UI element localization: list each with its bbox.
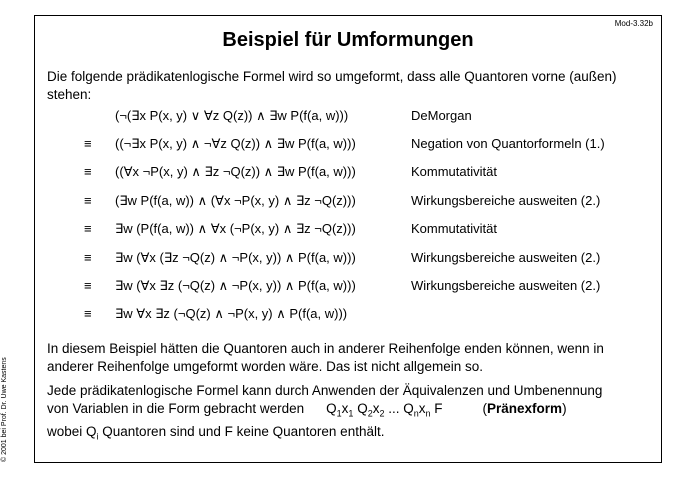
step-row xyxy=(35,221,663,241)
intro-paragraph: Die folgende prädikatenlogische Formel wird so umgeformt, dass alle Quantoren vorne (außen) stehen: xyxy=(47,69,617,102)
prenex-label-text: Pränexform xyxy=(487,401,563,416)
step-formula: (∃w P(f(a, w)) ∧ (∀x ¬P(x, y) ∧ ∃z ¬Q(z))) xyxy=(115,193,356,208)
step-row xyxy=(35,193,663,213)
step-reason: Kommutativität xyxy=(411,221,497,236)
step-row xyxy=(35,136,663,156)
step-formula: ∃w (∀x (∃z ¬Q(z) ∧ ¬P(x, y)) ∧ P(f(a, w))) xyxy=(115,250,356,265)
prenex-label-open: ( xyxy=(482,401,488,416)
step-formula: ∃w (P(f(a, w)) ∧ ∀x (¬P(x, y) ∧ ∃z ¬Q(z))) xyxy=(115,221,356,236)
step-equivalence: ≡ xyxy=(84,164,92,179)
step-equivalence: ≡ xyxy=(84,221,92,236)
slide xyxy=(34,15,662,463)
step-reason: Kommutativität xyxy=(411,164,497,179)
prenex-part: x xyxy=(372,401,380,416)
prenex-line-3-a: wobei Q xyxy=(47,423,97,439)
step-row xyxy=(35,250,663,270)
prenex-sub: n xyxy=(425,408,431,419)
prenex-sub: 2 xyxy=(379,408,385,419)
prenex-line-2-text: von Variablen in die Form gebracht werden xyxy=(47,401,305,416)
step-equivalence: ≡ xyxy=(84,250,92,265)
slide-id: Mod-3.32b xyxy=(614,19,653,28)
remark-paragraph: In diesem Beispiel hätten die Quantoren auch in anderer Reihenfolge enden können, wenn in anderer Reihenfolge umgeformt worden wäre. Das ist nicht allgemein so. xyxy=(47,341,604,374)
page-title: Beispiel für Umformungen xyxy=(222,29,474,51)
step-formula: ∃w ∀x ∃z (¬Q(z) ∧ ¬P(x, y) ∧ P(f(a, w))) xyxy=(115,306,348,321)
prenex-line-3 xyxy=(47,423,653,446)
prenex-sub: 2 xyxy=(367,408,373,419)
step-formula: ((∀x ¬P(x, y) ∧ ∃z ¬Q(z)) ∧ ∃w P(f(a, w))) xyxy=(115,164,356,179)
prenex-label xyxy=(483,400,567,418)
step-formula: ∃w (∀x ∃z (¬Q(z) ∧ ¬P(x, y)) ∧ P(f(a, w))) xyxy=(115,278,356,293)
step-reason: Wirkungsbereiche ausweiten (2.) xyxy=(411,250,601,265)
prenex-part: x xyxy=(418,401,426,416)
prenex-part: Q xyxy=(326,401,337,416)
step-equivalence: ≡ xyxy=(84,136,92,151)
step-row xyxy=(35,164,663,184)
prenex-sub: n xyxy=(413,408,419,419)
prenex-part: x xyxy=(341,401,349,416)
prenex-line-2 xyxy=(47,400,653,423)
prenex-sub: 1 xyxy=(348,408,354,419)
step-equivalence: ≡ xyxy=(84,278,92,293)
prenex-part: Q xyxy=(353,401,368,416)
step-equivalence: ≡ xyxy=(84,306,92,321)
prenex-paragraph xyxy=(47,382,653,445)
step-reason: Wirkungsbereiche ausweiten (2.) xyxy=(411,193,601,208)
prenex-part: F xyxy=(430,401,443,416)
prenex-part: ... Q xyxy=(384,401,414,416)
prenex-line-1: Jede prädikatenlogische Formel kann durch Anwenden der Äquivalenzen und Umbenennung xyxy=(47,383,603,398)
prenex-formula xyxy=(326,400,442,423)
prenex-label-close: ) xyxy=(562,401,567,416)
step-equivalence: ≡ xyxy=(84,193,92,208)
step-formula: ((¬∃x P(x, y) ∧ ¬∀z Q(z)) ∧ ∃w P(f(a, w))) xyxy=(115,136,356,151)
step-reason: Negation von Quantorformeln (1.) xyxy=(411,136,605,151)
copyright-note: © 2001 bei Prof. Dr. Uwe Kastens xyxy=(1,357,8,462)
step-row xyxy=(35,278,663,298)
prenex-line-3-b: Quantoren sind und F keine Quantoren enthält. xyxy=(98,423,385,439)
step-row xyxy=(35,306,663,326)
prenex-line-3-sub: i xyxy=(96,431,99,442)
prenex-sub: 1 xyxy=(336,408,342,419)
step-formula: (¬(∃x P(x, y) ∨ ∀z Q(z)) ∧ ∃w P(f(a, w))) xyxy=(115,108,349,123)
step-reason: DeMorgan xyxy=(411,108,472,123)
step-reason: Wirkungsbereiche ausweiten (2.) xyxy=(411,278,601,293)
step-row xyxy=(35,108,663,128)
